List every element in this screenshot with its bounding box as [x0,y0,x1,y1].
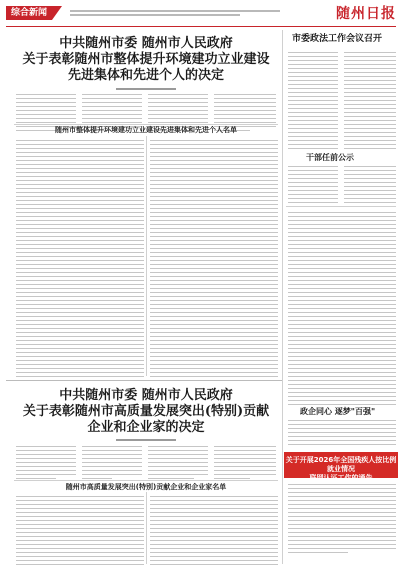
right-column-divider [282,30,283,564]
top-article-dateline [116,88,176,90]
right-story-1-col-b [344,52,396,152]
bottom-article-title-line1: 中共随州市委 随州市人民政府 [59,388,233,403]
top-list-right [150,140,278,380]
top-article-title-line2: 关于表彰随州市整体提升环境建功立业建设 [22,52,270,67]
masthead-rule [6,26,396,27]
right-story-4-body [288,420,396,448]
notice-line-2: 联网认证工作的通告 [309,474,373,482]
bottom-list-divider [146,492,147,564]
bottom-article-dateline [116,439,176,441]
notice-body [288,484,396,556]
top-list-rule [14,124,278,125]
top-list-divider [146,136,147,376]
paper-name: 随州日报 [336,6,396,22]
bottom-article-title-line3: 企业和企业家的决定 [87,420,205,435]
top-article-title-line1: 中共随州市委 随州市人民政府 [59,36,233,51]
top-article-title-line3: 先进集体和先进个人的决定 [67,68,224,83]
right-title-2: 干部任前公示 [306,152,354,162]
article-separator [6,380,282,381]
bottom-body-col-2 [82,446,142,482]
bottom-body-col-1 [16,446,76,482]
right-column-rule [286,206,396,207]
bottom-article-title-line2: 关于表彰随州市高质量发展突出(特别)贡献 [22,404,270,419]
section-label: 综合新闻 [6,6,52,20]
bottom-list-left [16,496,144,568]
bottom-list-title: 随州市高质量发展突出(特别)贡献企业和企业家名单 [65,483,227,491]
dateline [70,10,280,16]
notice-line-1: 关于开展2026年全国残疾人按比例就业情况 [285,456,397,473]
right-story-2-col-a [288,166,338,206]
top-list-title: 随州市整体提升环境建功立业建设先进集体和先进个人名单 [55,126,237,134]
notice-banner [284,452,398,482]
right-title-3: 政企同心 逐梦"百强" [300,406,376,416]
right-story-2-col-b [344,166,396,206]
bottom-list-rule [14,480,278,481]
right-story-1-col-a [288,52,338,152]
right-title-1: 市委政法工作会议召开 [292,34,383,44]
right-story-3-body [288,212,396,408]
section-tab-fold [52,6,62,20]
masthead [6,6,396,26]
bottom-body-col-4 [214,446,276,482]
top-list-left [16,140,144,380]
bottom-list-right [150,496,278,568]
bottom-body-col-3 [148,446,208,482]
